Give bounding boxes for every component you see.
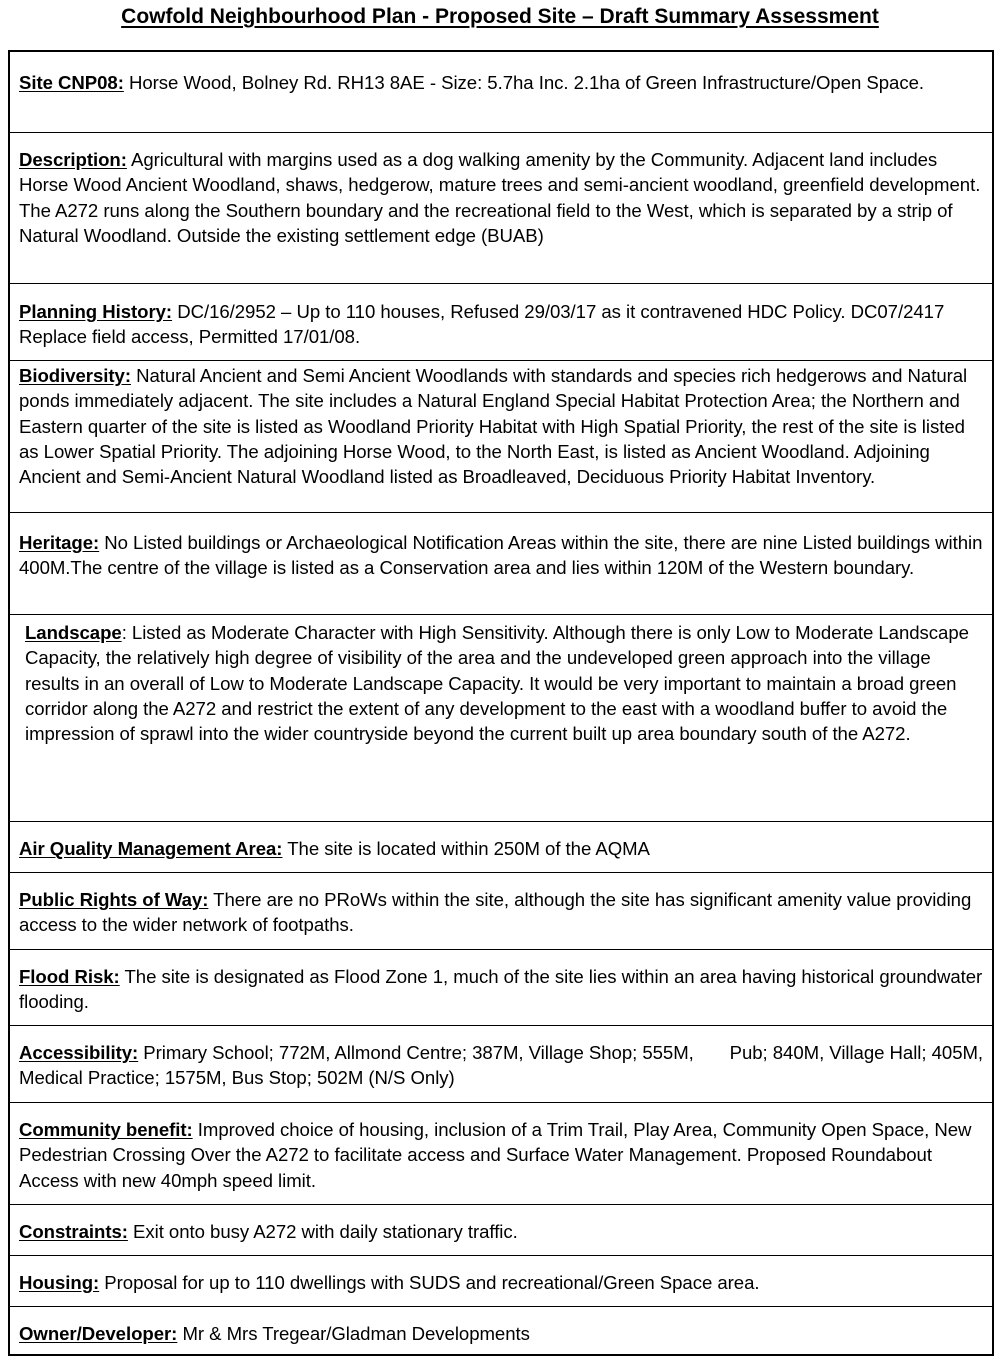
- rights-of-way-row: [10, 873, 992, 950]
- description-label: Description:: [19, 149, 127, 170]
- housing-text: Proposal for up to 110 dwellings with SUDS and recreational/Green Space area.: [99, 1272, 760, 1293]
- owner-label: Owner/Developer:: [19, 1323, 178, 1344]
- biodiversity-text: Natural Ancient and Semi Ancient Woodlands with standards and species rich hedgerows and Natural ponds immediately adjacent. The site includes a Natural England Special Habitat Protection Area; the Northern and Eastern quarter of the site is listed as Woodland Priority Habitat with High Spatial Priority, the rest of the site is listed as Lower Spatial Priority. The adjoining Horse Wood, to the North East, is listed as Ancient Woodland. Adjoining Ancient and Semi-Ancient Natural Woodland listed as Broadleaved, Deciduous Priority Habitat Inventory.: [19, 365, 968, 488]
- landscape-row: [10, 615, 992, 822]
- accessibility-row: [10, 1026, 992, 1103]
- housing-label: Housing:: [19, 1272, 100, 1293]
- description-text: Agricultural with margins used as a dog walking amenity by the Community. Adjacent land includes Horse Wood Ancient Woodland, shaws, hedgerow, mature trees and semi-ancient woodland, greenfield development. The A272 runs along the Southern boundary and the recreational field to the West, which is separated by a strip of Natural Woodland. Outside the existing settlement edge (BUAB): [19, 149, 981, 246]
- constraints-row: [10, 1205, 992, 1256]
- rights-of-way-label: Public Rights of Way:: [19, 889, 209, 910]
- site-row: [10, 52, 992, 133]
- site-text: Horse Wood, Bolney Rd. RH13 8AE - Size: 5.7ha Inc. 2.1ha of Green Infrastructure/Open Space.: [123, 72, 924, 93]
- rights-of-way-text: There are no PRoWs within the site, although the site has significant amenity value providing access to the wider network of footpaths.: [19, 889, 972, 936]
- heritage-text: No Listed buildings or Archaeological Notification Areas within the site, there are nine Listed buildings within 400M.The centre of the village is listed as a Conservation area and lies within 120M of the Western boundary.: [19, 532, 983, 579]
- biodiversity-label: Biodiversity:: [19, 365, 131, 386]
- owner-text: Mr & Mrs Tregear/Gladman Developments: [177, 1323, 530, 1344]
- constraints-text: Exit onto busy A272 with daily stationary traffic.: [127, 1221, 518, 1242]
- planning-history-text: DC/16/2952 – Up to 110 houses, Refused 29/03/17 as it contravened HDC Policy. DC07/2417 Replace field access, Permitted 17/01/08.: [19, 301, 945, 348]
- biodiversity-row: [10, 361, 992, 513]
- air-quality-text: The site is located within 250M of the AQMA: [282, 838, 650, 859]
- landscape-text: : Listed as Moderate Character with High Sensitivity. Although there is only Low to Moderate Landscape Capacity, the relatively high degree of visibility of the area and the undeveloped green approach into the village results in an overall of Low to Moderate Landscape Capacity. It would be very important to maintain a broad green corridor along the A272 and restrict the extent of any development to the east with a woodland buffer to avoid the impression of sprawl into the wider countryside beyond the current built up area boundary south of the A272.: [25, 622, 969, 745]
- site-label: Site CNP08:: [19, 72, 124, 93]
- planning-history-row: [10, 284, 992, 361]
- accessibility-text-b: Pub; 840M, Village Hall; 405M, Medical Practice; 1575M, Bus Stop; 502M (N/S Only): [19, 1042, 984, 1089]
- flood-risk-label: Flood Risk:: [19, 966, 120, 987]
- description-row: [10, 133, 992, 284]
- constraints-label: Constraints:: [19, 1221, 128, 1242]
- planning-history-label: Planning History:: [19, 301, 173, 322]
- assessment-table: [8, 50, 994, 1356]
- community-benefit-row: [10, 1103, 992, 1205]
- air-quality-label: Air Quality Management Area:: [19, 838, 283, 859]
- flood-risk-text: The site is designated as Flood Zone 1, much of the site lies within an area having historical groundwater flooding.: [19, 966, 983, 1013]
- community-benefit-label: Community benefit:: [19, 1119, 193, 1140]
- landscape-label: Landscape: [25, 622, 122, 643]
- community-benefit-text: Improved choice of housing, inclusion of a Trim Trail, Play Area, Community Open Space, New Pedestrian Crossing Over the A272 to facilitate access and Surface Water Management. Proposed Roundabout Access with new 40mph speed limit.: [19, 1119, 972, 1191]
- heritage-row: [10, 513, 992, 615]
- accessibility-text-a: Primary School; 772M, Allmond Centre; 387M, Village Shop; 555M,: [138, 1042, 694, 1063]
- air-quality-row: [10, 822, 992, 873]
- owner-row: [10, 1307, 992, 1354]
- flood-risk-row: [10, 950, 992, 1026]
- document-title: Cowfold Neighbourhood Plan - Proposed Site – Draft Summary Assessment: [121, 5, 879, 28]
- housing-row: [10, 1256, 992, 1307]
- heritage-label: Heritage:: [19, 532, 100, 553]
- accessibility-label: Accessibility:: [19, 1042, 139, 1063]
